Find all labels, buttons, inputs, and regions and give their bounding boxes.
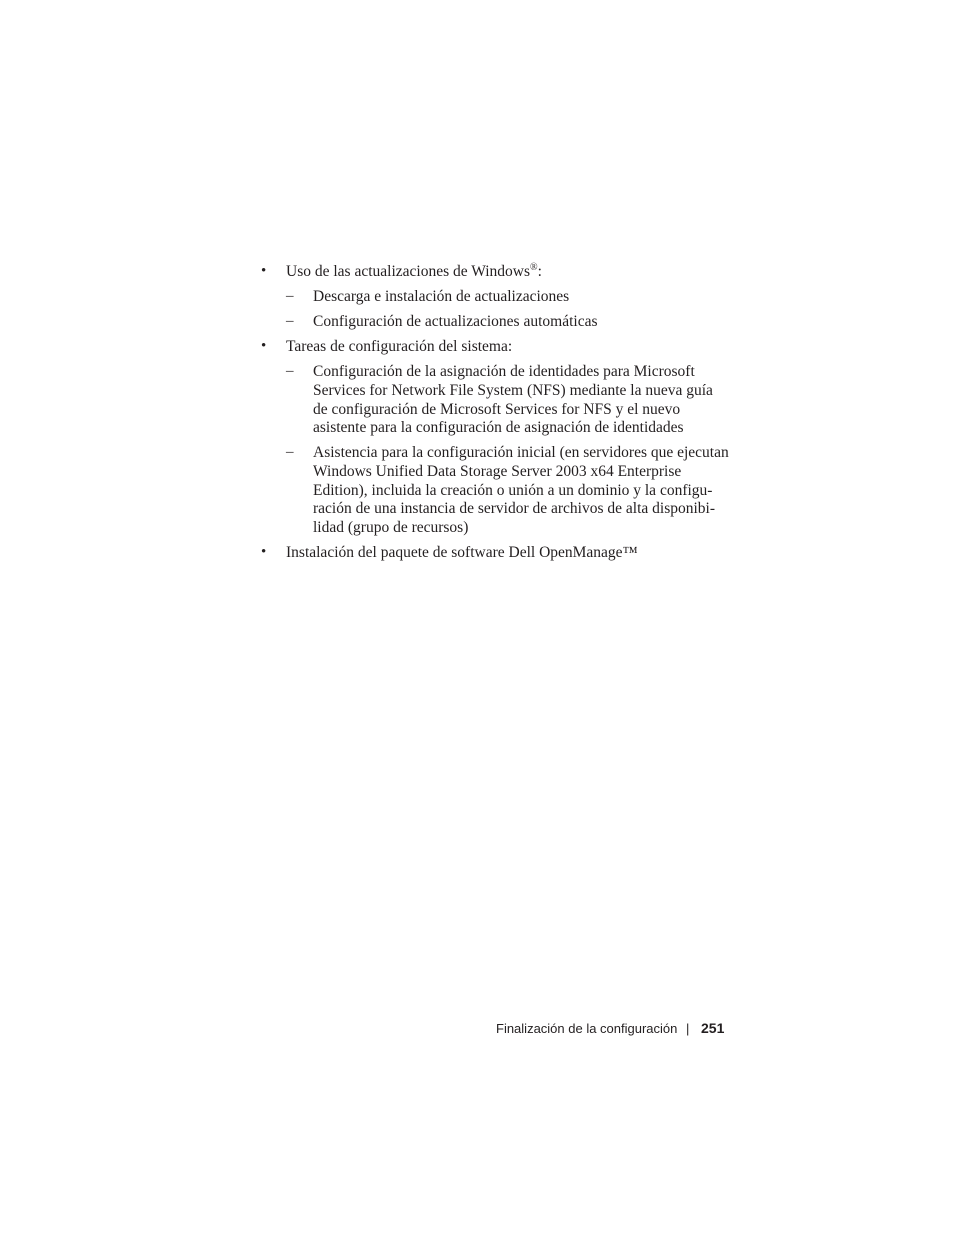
list-item-openmanage: Instalación del paquete de software Dell OpenManage™ [286, 544, 638, 561]
page-number: 251 [701, 1020, 725, 1036]
sub-item-initial-config-line: lidad (grupo de recursos) [313, 519, 469, 536]
bullet-marker: • [261, 263, 267, 279]
sub-item-auto-updates: Configuración de actualizaciones automáticas [313, 313, 598, 330]
sub-item-initial-config-line: ración de una instancia de servidor de archivos de alta disponibi- [313, 500, 716, 517]
bullet-marker: • [261, 338, 267, 354]
dash-marker: – [286, 288, 294, 304]
registered-mark: ® [530, 261, 538, 273]
list-item-system-config-tasks: Tareas de configuración del sistema: [286, 338, 513, 355]
sub-item-identity-mapping-line: asistente para la configuración de asignación de identidades [313, 419, 684, 436]
list-item-suffix: : [537, 263, 542, 280]
sub-item-initial-config-line: Edition), incluida la creación o unión a un dominio y la configu- [313, 482, 713, 499]
sub-item-identity-mapping-line: Configuración de la asignación de identidades para Microsoft [313, 363, 695, 380]
bullet-marker: • [261, 544, 267, 560]
sub-item-initial-config-line: Asistencia para la configuración inicial (en servidores que ejecutan [313, 444, 729, 461]
footer-separator: | [686, 1021, 690, 1036]
sub-item-identity-mapping-line: de configuración de Microsoft Services for NFS y el nuevo [313, 401, 681, 418]
sub-item-initial-config-line: Windows Unified Data Storage Server 2003 x64 Enterprise [313, 463, 682, 480]
dash-marker: – [286, 363, 294, 379]
dash-marker: – [286, 444, 294, 460]
sub-item-identity-mapping-line: Services for Network File System (NFS) mediante la nueva guía [313, 382, 713, 399]
dash-marker: – [286, 313, 294, 329]
list-item-text: Uso de las actualizaciones de Windows [286, 263, 531, 280]
list-item-windows-updates [286, 262, 542, 281]
footer-section-title: Finalización de la configuración [496, 1021, 678, 1036]
sub-item-download-install: Descarga e instalación de actualizaciones [313, 288, 570, 305]
